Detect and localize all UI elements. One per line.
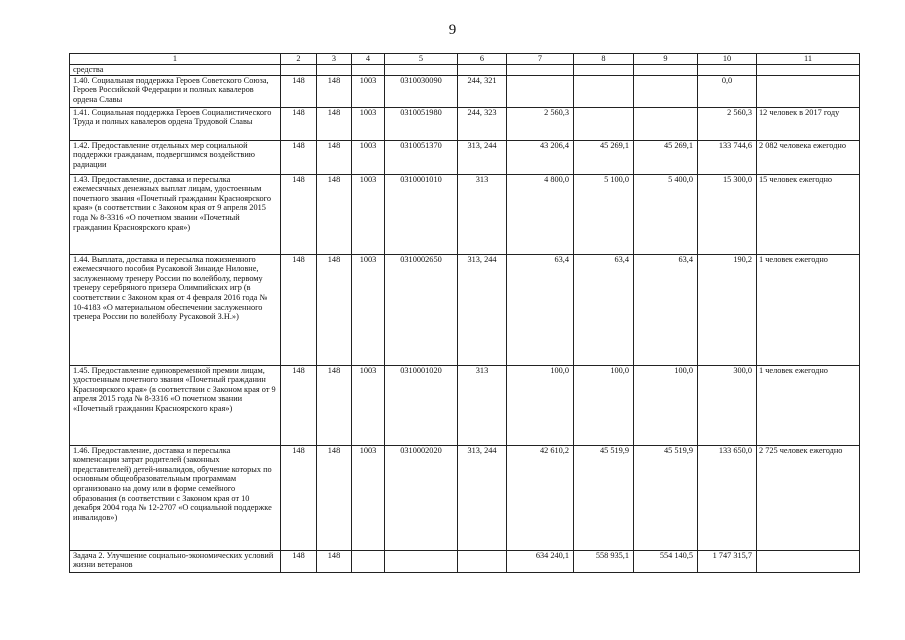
cell-value: 45 269,1: [634, 140, 698, 174]
cell-value: 43 206,4: [507, 140, 574, 174]
table-row: [70, 107, 860, 140]
row-description: 1.42. Предоставление отдельных мер социальной поддержки гражданам, подвергшимся воздействию радиации: [70, 140, 281, 174]
cell-value: 2 560,3: [507, 107, 574, 140]
cell-value: 100,0: [574, 365, 634, 445]
cell-value: 42 610,2: [507, 445, 574, 550]
cell-value: 4 800,0: [507, 174, 574, 254]
column-header: 4: [352, 54, 385, 65]
cell-value: 0,0: [698, 75, 757, 107]
cell-value: 190,2: [698, 254, 757, 365]
cell-value: [757, 550, 860, 572]
row-description: 1.46. Предоставление, доставка и пересылка компенсации затрат родителей (законных представителей) детей-инвалидов, обучение которых по основным общеобразовательным программам организовано на дому или в форме семейного образования (в соответствии с Законом края от 10 декабря 2004 года № 12-2707 «О социальной поддержке инвалидов»): [70, 445, 281, 550]
cell-value: 0310030090: [385, 75, 458, 107]
cell-value: [317, 65, 352, 76]
cell-value: [634, 107, 698, 140]
cell-value: [281, 65, 317, 76]
column-header: 6: [458, 54, 507, 65]
cell-value: 148: [317, 550, 352, 572]
budget-table: [69, 53, 860, 573]
cell-value: [698, 65, 757, 76]
cell-value: 148: [317, 365, 352, 445]
cell-value: [757, 75, 860, 107]
cell-value: 45 269,1: [574, 140, 634, 174]
cell-value: 133 744,6: [698, 140, 757, 174]
cell-value: 63,4: [634, 254, 698, 365]
cell-value: [352, 65, 385, 76]
cell-value: 148: [281, 107, 317, 140]
cell-value: 148: [317, 75, 352, 107]
column-header: 8: [574, 54, 634, 65]
cell-value: 148: [281, 550, 317, 572]
cell-value: 313: [458, 365, 507, 445]
cell-value: 2 082 человека ежегодно: [757, 140, 860, 174]
column-header: 11: [757, 54, 860, 65]
table-header-row: [70, 54, 860, 65]
column-header: 2: [281, 54, 317, 65]
cell-value: 100,0: [507, 365, 574, 445]
cell-value: 1003: [352, 445, 385, 550]
cell-value: 2 560,3: [698, 107, 757, 140]
cell-value: 45 519,9: [574, 445, 634, 550]
cell-value: 0310002650: [385, 254, 458, 365]
cell-value: 0310001020: [385, 365, 458, 445]
column-header: 3: [317, 54, 352, 65]
cell-value: 1003: [352, 140, 385, 174]
table-row: [70, 254, 860, 365]
row-description: 1.43. Предоставление, доставка и пересылка ежемесячных денежных выплат лицам, удостоенным почетного звания «Почетный гражданин Красноярского края» (в соответствии с Законом края от 9 апреля 2015 года № 8-3316 «О почетном звании «Почетный гражданин Красноярского края»): [70, 174, 281, 254]
cell-value: [458, 65, 507, 76]
cell-value: 1003: [352, 254, 385, 365]
cell-value: [507, 75, 574, 107]
cell-value: 313, 244: [458, 254, 507, 365]
cell-value: 1 747 315,7: [698, 550, 757, 572]
cell-value: 15 человек ежегодно: [757, 174, 860, 254]
table-row: [70, 550, 860, 572]
cell-value: 148: [281, 445, 317, 550]
cell-value: 12 человек в 2017 году: [757, 107, 860, 140]
cell-value: 244, 323: [458, 107, 507, 140]
cell-value: 1 человек ежегодно: [757, 254, 860, 365]
cell-value: 133 650,0: [698, 445, 757, 550]
cell-value: 148: [317, 254, 352, 365]
cell-value: 148: [281, 75, 317, 107]
cell-value: 313: [458, 174, 507, 254]
column-header: 5: [385, 54, 458, 65]
table-row: [70, 365, 860, 445]
cell-value: 63,4: [507, 254, 574, 365]
column-header: 7: [507, 54, 574, 65]
table-row: [70, 445, 860, 550]
cell-value: 5 100,0: [574, 174, 634, 254]
cell-value: [574, 75, 634, 107]
column-header: 9: [634, 54, 698, 65]
cell-value: [507, 65, 574, 76]
cell-value: 148: [317, 140, 352, 174]
table-row: [70, 140, 860, 174]
cell-value: 148: [281, 365, 317, 445]
table-row: [70, 75, 860, 107]
cell-value: 148: [281, 254, 317, 365]
column-header: 10: [698, 54, 757, 65]
cell-value: 148: [317, 174, 352, 254]
cell-value: 300,0: [698, 365, 757, 445]
row-description: Задача 2. Улучшение социально-экономических условий жизни ветеранов: [70, 550, 281, 572]
cell-value: 45 519,9: [634, 445, 698, 550]
cell-value: 5 400,0: [634, 174, 698, 254]
cell-value: 1003: [352, 75, 385, 107]
cell-value: 1003: [352, 107, 385, 140]
cell-value: 554 140,5: [634, 550, 698, 572]
cell-value: 148: [281, 140, 317, 174]
page-number: 9: [448, 22, 457, 38]
cell-value: 63,4: [574, 254, 634, 365]
cell-value: [458, 550, 507, 572]
row-description: 1.40. Социальная поддержка Героев Советского Союза, Героев Российской Федерации и полных кавалеров ордена Славы: [70, 75, 281, 107]
cell-value: 558 935,1: [574, 550, 634, 572]
cell-value: 1003: [352, 365, 385, 445]
table-row: [70, 65, 860, 76]
cell-value: [574, 107, 634, 140]
row-description: 1.45. Предоставление единовременной премии лицам, удостоенным почетного звания «Почетный гражданин Красноярского края» (в соответствии с Законом края от 9 апреля 2015 года № 8-3316 «О почетном звании «Почетный гражданин Красноярского края»): [70, 365, 281, 445]
cell-value: 0310051980: [385, 107, 458, 140]
cell-value: 148: [317, 107, 352, 140]
cell-value: 313, 244: [458, 445, 507, 550]
cell-value: [385, 65, 458, 76]
column-header: 1: [70, 54, 281, 65]
row-description: средства: [70, 65, 281, 76]
cell-value: [574, 65, 634, 76]
cell-value: 1 человек ежегодно: [757, 365, 860, 445]
cell-value: 0310001010: [385, 174, 458, 254]
cell-value: [634, 65, 698, 76]
cell-value: 634 240,1: [507, 550, 574, 572]
cell-value: 100,0: [634, 365, 698, 445]
cell-value: 148: [317, 445, 352, 550]
cell-value: 313, 244: [458, 140, 507, 174]
row-description: 1.41. Социальная поддержка Героев Социалистического Труда и полных кавалеров ордена Трудовой Славы: [70, 107, 281, 140]
table-row: [70, 174, 860, 254]
cell-value: 15 300,0: [698, 174, 757, 254]
row-description: 1.44. Выплата, доставка и пересылка пожизненного ежемесячного пособия Русаковой Зинаиде Ниловне, заслуженному тренеру России по волейболу, первому тренеру серебряного призера Олимпийских игр (в соответствии с Законом края от 4 февраля 2016 года № 10-4183 «О материальном обеспечении заслуженного тренера России по волейболу Русаковой З.Н.»): [70, 254, 281, 365]
cell-value: 244, 321: [458, 75, 507, 107]
cell-value: [757, 65, 860, 76]
cell-value: 148: [281, 174, 317, 254]
cell-value: [385, 550, 458, 572]
cell-value: 0310051370: [385, 140, 458, 174]
cell-value: 2 725 человек ежегодно: [757, 445, 860, 550]
cell-value: [634, 75, 698, 107]
cell-value: 0310002020: [385, 445, 458, 550]
cell-value: [352, 550, 385, 572]
cell-value: 1003: [352, 174, 385, 254]
